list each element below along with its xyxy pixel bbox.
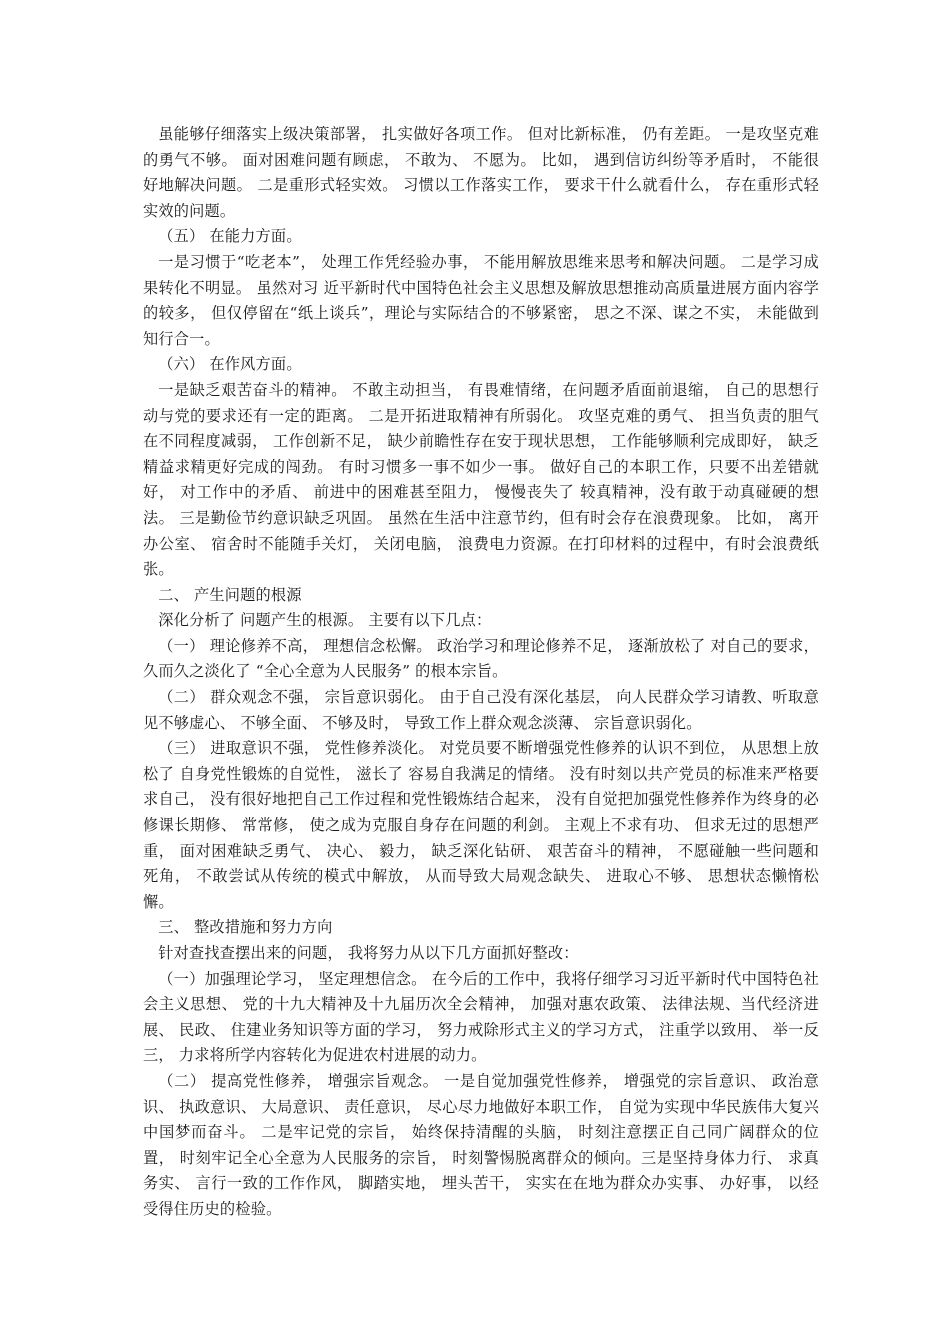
paragraph-root-causes-intro: 深化分析了 问题产生的根源。 主要有以下几点：: [158, 611, 492, 630]
paragraph-cause-masses: （二） 群众观念不强， 宗旨意识弱化。 由于自己没有深化基层， 向人民群众学习请教、听取意见不够虚心、 不够全面、 不够及时， 导致工作上群众观念淡薄、 宗旨意识弱化。: [143, 688, 819, 732]
paragraph-ability: 一是习惯于“吃老本”， 处理工作凭经验办事， 不能用解放思维来思考和解决问题。 二是学习成果转化不明显。 虽然对习 近平新时代中国特色社会主义思想及解放思想推动高质量进展方面内容学的较多， 但仅停留在“纸上谈兵”，理论与实际结合的不够紧密， 思之不深、谋之不实， 未能做到知行合一。: [143, 252, 819, 348]
paragraph-work-implementation: 虽能够仔细落实上级决策部署， 扎实做好各项工作。 但对比新标准， 仍有差距。 一是攻坚克难的勇气不够。 面对困难问题有顾虑， 不敢为、 不愿为。 比如， 遇到信访纠纷等矛盾时， 不能很好地解决问题。 二是重形式轻实效。 习惯以工作落实工作， 要求干什么就看什么， 存在重形式轻实效的问题。: [143, 125, 819, 220]
paragraph-cause-enterprise: （三） 进取意识不强， 党性修养淡化。 对党员要不断增强党性修养的认识不到位， 从思想上放松了 自身党性锻炼的自觉性， 滋长了 容易自我满足的情绪。 没有时刻以共产党员的标准来严格要求自己， 没有很好地把自己工作过程和党性锻炼结合起来， 没有自觉把加强党性修养作为终身的必修课长期修、 常常修， 使之成为克服自身存在问题的利剑。 主观上不求有功、 但求无过的思想严重， 面对困难缺乏勇气、 决心、 毅力， 缺乏深化钻研、 艰苦奋斗的精神， 不愿碰触一些问题和死角， 不敢尝试从传统的模式中解放， 从而导致大局观念缺失、 进取心不够、 思想状态懒惰松懈。: [143, 739, 819, 911]
paragraph-cause-theory: （一） 理论修养不高， 理想信念松懈。 政治学习和理论修养不足， 逐渐放松了 对自己的要求， 久而久之淡化了 “全心全意为人民服务” 的根本宗旨。: [143, 636, 819, 681]
paragraph-measure-theory: （一）加强理论学习， 坚定理想信念。 在今后的工作中，我将仔细学习习近平新时代中国特色社会主义思想、 党的十九大精神及十九届历次全会精神， 加强对惠农政策、 法律法规、当代经济进展、 民政、 住建业务知识等方面的学习， 努力戒除形式主义的学习方式， 注重学以致用、 举一反三， 力求将所学内容转化为促进农村进展的动力。: [143, 969, 819, 1065]
paragraph-rectification-intro: 针对查找查摆出来的问题， 我将努力从以下几方面抓好整改：: [158, 944, 579, 962]
paragraph-work-style: 一是缺乏艰苦奋斗的精神。 不敢主动担当， 有畏难情绪，在问题矛盾面前退缩， 自己的思想行动与党的要求还有一定的距离。 二是开拓进取精神有所弱化。 攻坚克难的勇气、 担当负责的胆气在不同程度减弱， 工作创新不足， 缺少前瞻性存在安于现状思想， 工作能够顺利完成即好， 缺乏精益求精更好完成的闯劲。 有时习惯多一事不如少一事。 做好自己的本职工作，只要不出差错就好， 对工作中的矛盾、 前进中的困难甚至阻力， 慢慢丧失了 较真精神，没有敢于动真碰硬的想法。 三是勤俭节约意识缺乏巩固。 虽然在生活中注意节约，但有时会存在浪费现象。 比如， 离开办公室、 宿舍时不能随手关灯， 关闭电脑， 浪费电力资源。在打印材料的过程中，有时会浪费纸张。: [143, 380, 819, 579]
section-heading-root-causes: 二、 产生问题的根源: [158, 585, 302, 604]
paragraph-measure-party-spirit: （二） 提高党性修养， 增强宗旨观念。 一是自觉加强党性修养， 增强党的宗旨意识、 政治意识、 执政意识、 大局意识、 责任意识， 尽心尽力地做好本职工作， 自觉为实现中华民族伟大复兴中国梦而奋斗。 二是牢记党的宗旨， 始终保持清醒的头脑， 时刻注意摆正自己同广阔群众的位置， 时刻牢记全心全意为人民服务的宗旨， 时刻警惕脱离群众的倾向。三是坚持身体力行、 求真务实、 言行一致的工作作风， 脚踏实地， 埋头苦干， 实实在在地为群众办实事、 办好事， 以经受得住历史的检验。: [143, 1071, 819, 1218]
subheading-work-style: （六） 在作风方面。: [158, 355, 302, 374]
document-page: [143, 122, 819, 1223]
subheading-ability: （五） 在能力方面。: [158, 227, 302, 246]
section-heading-rectification: 三、 整改措施和努力方向: [158, 918, 333, 937]
